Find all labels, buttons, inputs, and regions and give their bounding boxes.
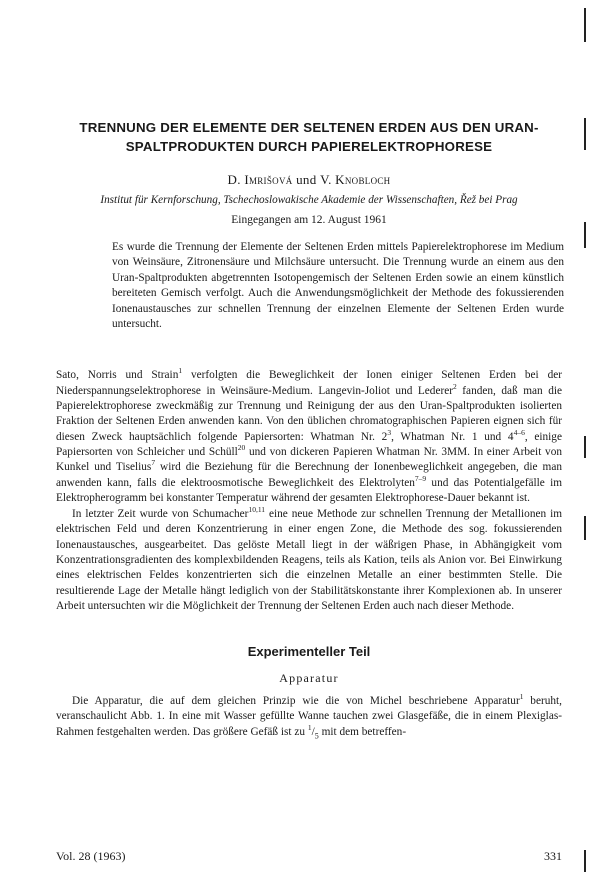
text-run: eine neue Methode zur schnellen Trennung der Metallionen im elektrischen Feld und deren Konzentrierung in einer engen Zone, die Methode des sog. fokussierenden Ionenaustausches, ausgearbeitet. Das gelöste Metall liegt in der wäßrigen Phase, in Abhängigkeit vom Konzentrationsgradienten des komplexbildenden Reagens, teils als Kation, teils als Anion vor. Bei Einwirkung eines elektrischen Feldes konzentrierten sich die einzelnen Metalle an einer bestimmten Stelle. Die resultierende Lage der Metalle hängt lediglich von der Stabilitätskonstante ihrer Komplexionen ab. In unserer Arbeit untersuchten wir die Möglichkeit der Trennung der Seltenen Erden auch nach dieser Methode. [56, 508, 562, 612]
author-conjunction: und [292, 172, 321, 187]
text-run: , einige Papiersorten von Schleicher und Schüll [56, 430, 562, 458]
citation-ref: 3 [387, 427, 392, 437]
citation-ref: 2 [453, 381, 457, 391]
citation-ref: 4–6 [513, 427, 525, 437]
margin-mark [584, 118, 586, 150]
institute-affiliation: Institut für Kernforschung, Tschechoslowakische Akademie der Wissenschaften, Řež bei Prag [100, 194, 518, 206]
fraction-denominator: 5 [314, 731, 319, 741]
text-run: und von dickeren Papieren Whatman Nr. 3MM. In einer Arbeit von Kunkel und Tiselius [56, 445, 562, 474]
margin-mark [584, 516, 586, 540]
text-run: und das Potentialgefälle im Elektropherogramm bei konstanter Temperatur während der gesamten Elektrophorese-Dauer bekannt ist. [56, 476, 562, 504]
citation-ref: 7–9 [414, 473, 427, 483]
citation-ref: 10,11 [248, 505, 266, 515]
margin-mark [584, 8, 586, 42]
title-line-2: SPALTPRODUKTEN DURCH PAPIERELEKTROPHORESE [125, 139, 493, 154]
text-run: wird die Beziehung für die Berechnung der Ionenbeweglichkeit angegeben, die man anwenden kann, falls die elektroosmotische Beweglichkeit des Elektrolyten [56, 461, 562, 489]
body-text [56, 368, 562, 614]
text-run: Sato, Norris und Strain [56, 369, 179, 382]
body-text-continued [56, 694, 562, 743]
text-run: fanden, daß man die Papierelektrophorese zweckmäßig zur Trennung und Reinigung der aus den Uran-Spaltprodukten isolierten Fraktion der Seltenen Erden anwenden kann. Von den üblichen chromatographischen Papieren eignen sich für diesen Zweck hauptsächlich folgende Papiersorten: Whatman Nr. 2 [56, 384, 562, 443]
received-date: Eingegangen am 12. August 1961 [231, 214, 387, 226]
author-1: D. Imrišová [227, 172, 293, 187]
margin-marks [582, 0, 586, 887]
author-line [56, 172, 562, 188]
text-run: Die Apparatur, die auf dem gleichen Prinzip wie die von Michel beschriebene Apparatur [72, 695, 520, 708]
fraction-numerator: 1 [307, 723, 312, 733]
page-number: 331 [544, 849, 562, 863]
paragraph-3 [56, 694, 562, 743]
title-line-1: TRENNUNG DER ELEMENTE DER SELTENEN ERDEN AUS DEN URAN- [79, 120, 539, 135]
page-footer [56, 849, 562, 864]
text-run: In letzter Zeit wurde von Schumacher [72, 508, 249, 521]
text-run: verfolgten die Beweglichkeit der Ionen einiger Seltenen Erden bei der Niederspannungselektrophorese in Weinsäure-Medium. Langevin-Joliot und Lederer [56, 369, 562, 397]
page-content [56, 118, 562, 743]
citation-ref: 1 [519, 692, 524, 702]
citation-ref: 7 [151, 458, 156, 468]
abstract: Es wurde die Trennung der Elemente der Seltenen Erden mittels Papierelektrophorese im Medium von Weinsäure, Zitronensäure und Milchsäure untersucht. Die Trennung wurde an einem aus den Uran-Spaltprodukten abgetrennten Isotopengemisch der Seltenen Erden sowie an einem künstlich bereiteten Gemisch verfolgt. Auch die Anwendungsmöglichkeit der Methode des fokussierenden Ionenaustausches zur schnellen Trennung der einzelnen Elemente der Seltenen Erden wurde untersucht. [112, 241, 564, 331]
text-run: mit dem betreffen- [318, 725, 407, 738]
article-title [56, 118, 562, 156]
margin-mark [584, 222, 586, 248]
paragraph-2 [56, 507, 562, 614]
paragraph-1 [56, 368, 562, 506]
author-2: V. Knobloch [320, 172, 391, 187]
text-run: beruht, veranschaulicht Abb. 1. In eine mit Wasser gefüllte Wanne tauchen zwei Glasgefäße, die in einem Plexiglas-Rahmen festgehalten werden. Das größere Gefäß ist zu [56, 695, 562, 738]
section-heading: Experimenteller Teil [247, 644, 371, 660]
margin-mark [584, 436, 586, 458]
subsection-heading: Apparatur [279, 671, 339, 686]
text-run: , Whatman Nr. 1 und 4 [391, 430, 514, 443]
citation-ref: 20 [237, 443, 246, 453]
fraction-slash: / [311, 725, 315, 738]
volume-info: Vol. 28 (1963) [56, 849, 126, 863]
citation-ref: 1 [178, 366, 183, 376]
margin-mark [584, 850, 586, 872]
